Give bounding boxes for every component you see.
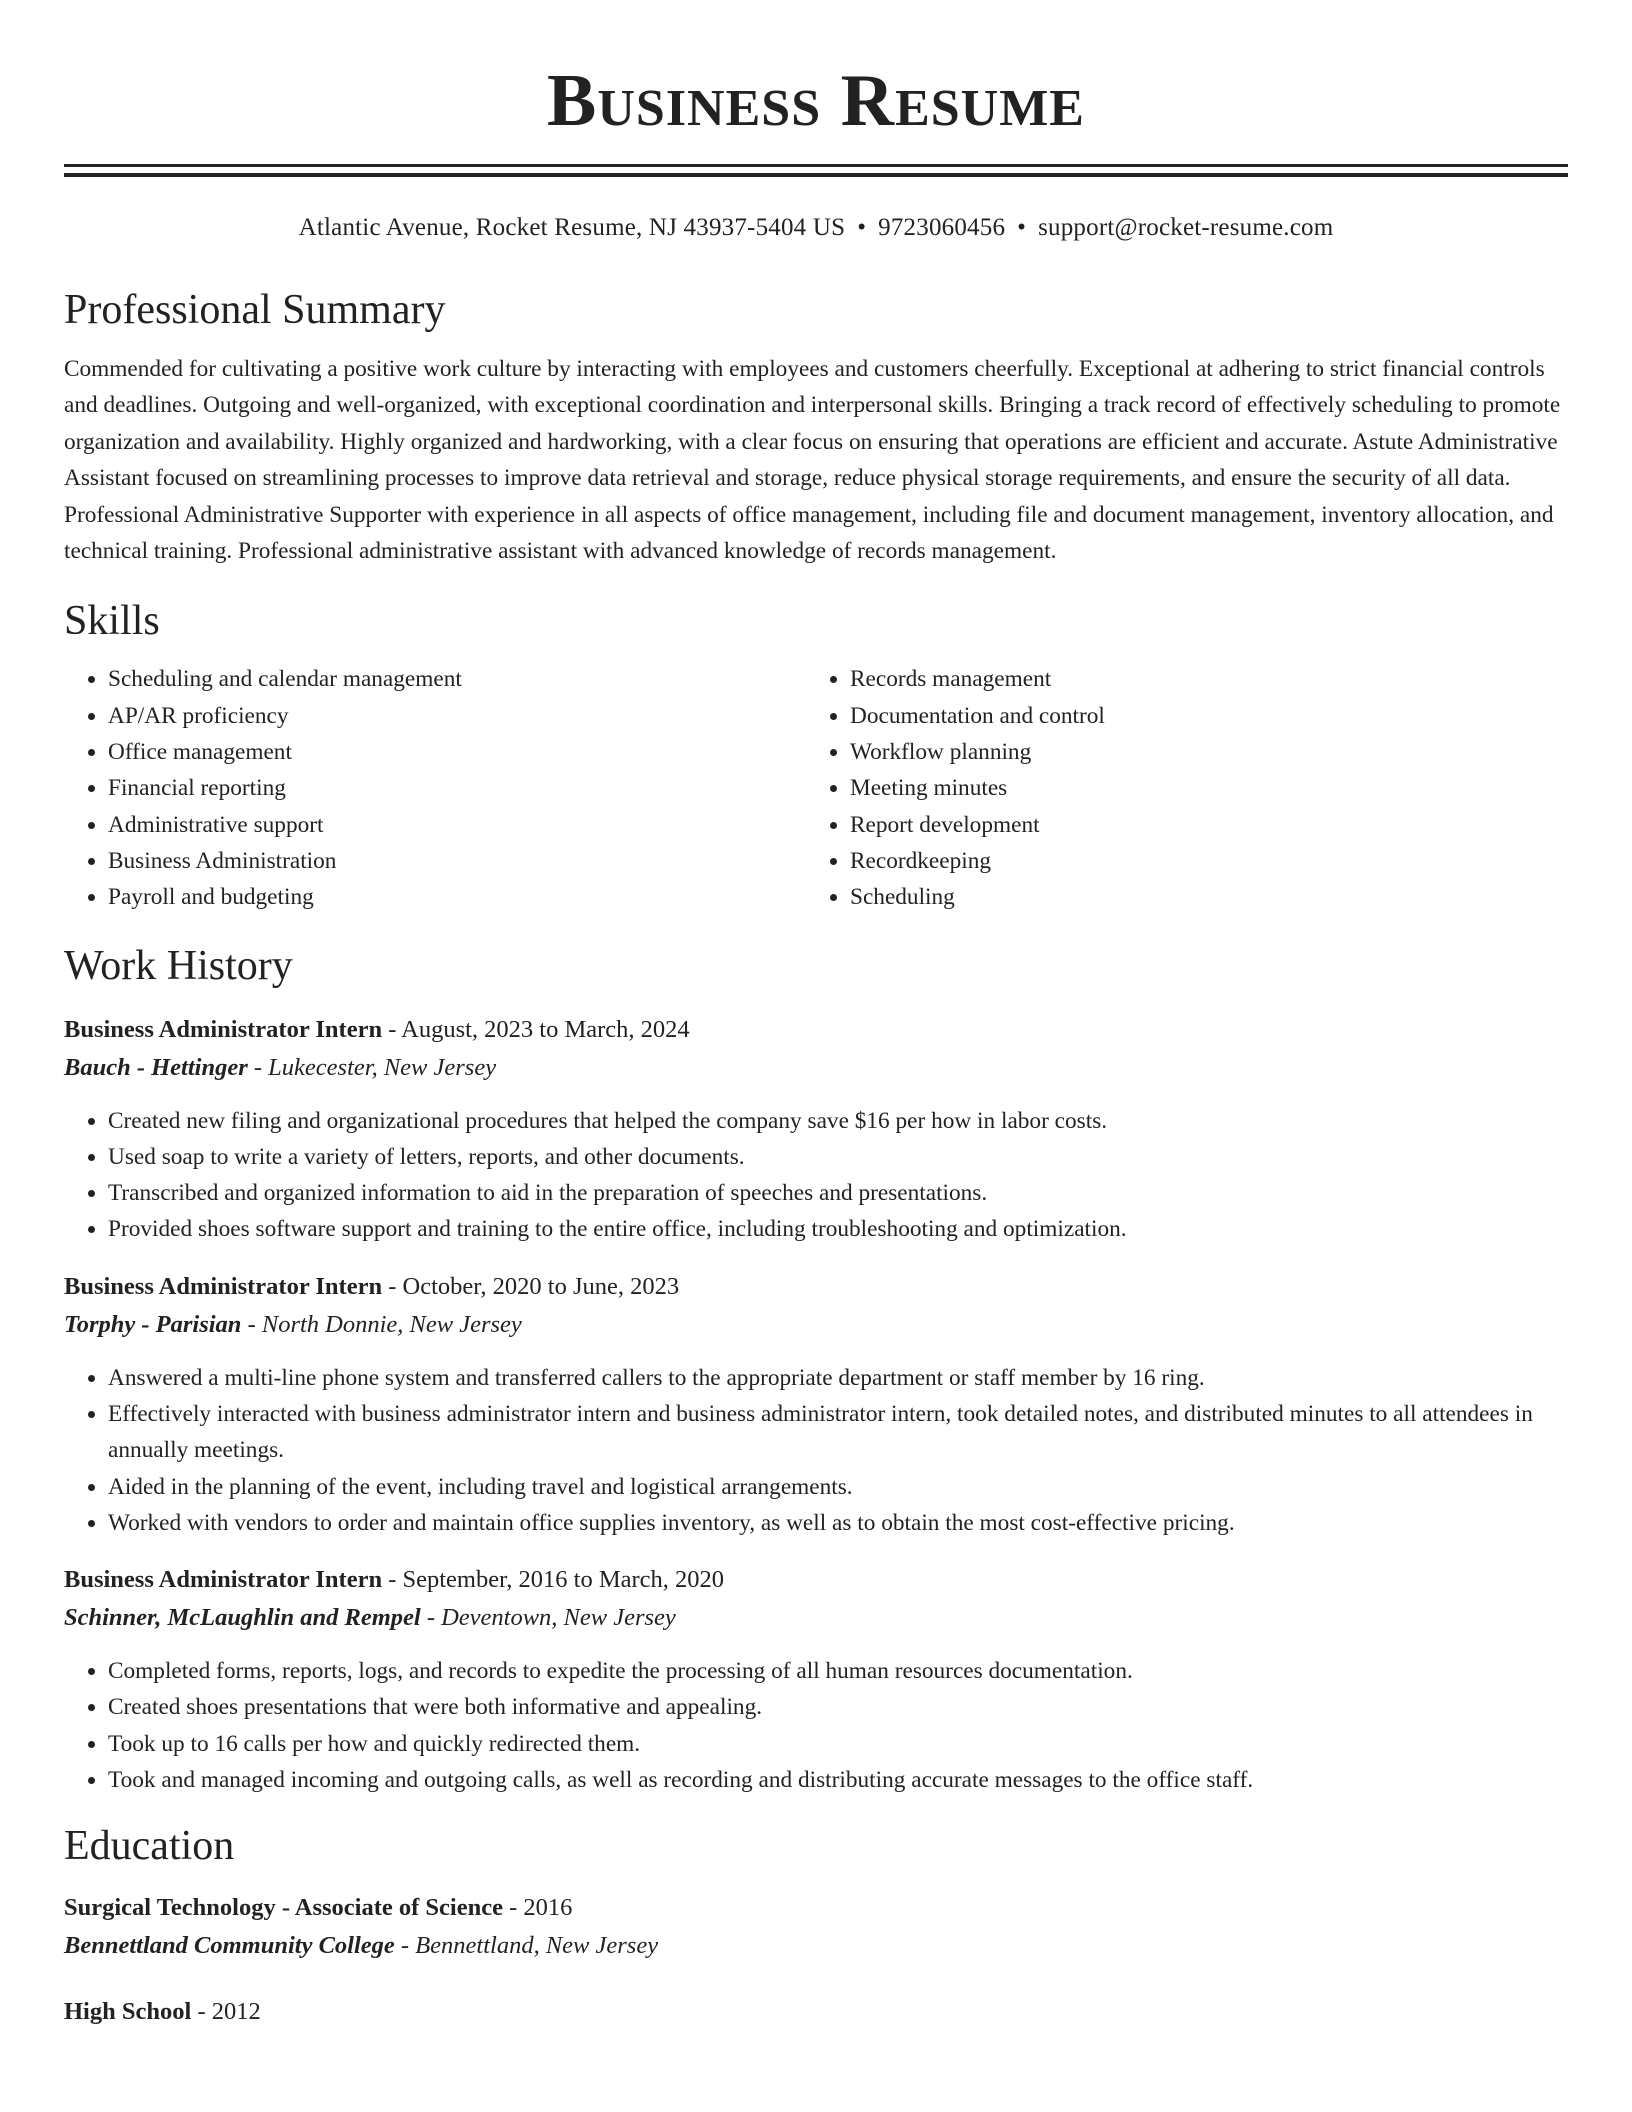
job-bullets	[64, 1653, 1568, 1798]
skill-item: • Report development	[850, 807, 1548, 843]
job-bullet: • Created shoes presentations that were both informative and appealing.	[108, 1689, 1568, 1725]
skill-item: • Meeting minutes	[850, 770, 1548, 806]
skill-item: • Workflow planning	[850, 734, 1548, 770]
job-bullet: • Answered a multi-line phone system and transferred callers to the appropriate department or staff member by 16 ring.	[108, 1360, 1568, 1396]
job-entry	[64, 1561, 1568, 1798]
job-title: Business Administrator Intern	[64, 1566, 383, 1594]
skill-item: • AP/AR proficiency	[108, 698, 806, 734]
job-bullets	[64, 1103, 1568, 1248]
job-company-line	[64, 1599, 1568, 1637]
skill-item: • Administrative support	[108, 807, 806, 843]
skill-item: • Financial reporting	[108, 770, 806, 806]
skill-item: • Recordkeeping	[850, 843, 1548, 879]
work-history-heading: Work History	[64, 942, 293, 989]
skill-item: • Payroll and budgeting	[108, 879, 806, 915]
job-company: Torphy - Parisian	[64, 1310, 242, 1338]
job-bullets	[64, 1360, 1568, 1541]
job-title-line	[64, 1561, 1568, 1599]
job-entry	[64, 1268, 1568, 1541]
skill-item: • Office management	[108, 734, 806, 770]
contact-address: Atlantic Avenue, Rocket Resume, NJ 43937-5404 US	[298, 214, 846, 241]
job-bullet: • Completed forms, reports, logs, and records to expedite the processing of all human resources documentation.	[108, 1653, 1568, 1689]
education-entry	[64, 1889, 1568, 1965]
job-bullet: • Aided in the planning of the event, including travel and logistical arrangements.	[108, 1469, 1568, 1505]
contact-separator: •	[857, 214, 867, 241]
job-location: - North Donnie, New Jersey	[241, 1310, 522, 1338]
skill-item: • Records management	[850, 661, 1548, 697]
job-dates: - September, 2016 to March, 2020	[382, 1566, 725, 1594]
job-bullet: • Used soap to write a variety of letters, reports, and other documents.	[108, 1139, 1568, 1175]
job-bullet: • Transcribed and organized information to aid in the preparation of speeches and presentations.	[108, 1175, 1568, 1211]
education-degree: Surgical Technology - Associate of Science	[64, 1894, 503, 1922]
education-school-line	[64, 1927, 1568, 1965]
job-bullet: • Provided shoes software support and training to the entire office, including troubleshooting and optimization.	[108, 1211, 1568, 1247]
resume-title: Business Resume	[546, 60, 1085, 142]
job-bullet: • Worked with vendors to order and maintain office supplies inventory, as well as to obtain the most cost-effective pricing.	[108, 1505, 1568, 1541]
skills-column-right	[806, 661, 1548, 915]
summary-heading: Professional Summary	[64, 287, 446, 333]
title-rule-bottom	[64, 173, 1568, 177]
job-dates: - October, 2020 to June, 2023	[382, 1272, 680, 1300]
job-bullet: • Took and managed incoming and outgoing calls, as well as recording and distributing accurate messages to the office staff.	[108, 1762, 1568, 1798]
job-title-line	[64, 1011, 1568, 1049]
contact-phone: 9723060456	[878, 214, 1006, 241]
title-rule-top	[64, 164, 1568, 167]
job-entry	[64, 1011, 1568, 1248]
job-title: Business Administrator Intern	[64, 1272, 383, 1300]
contact-email: support@rocket-resume.com	[1038, 214, 1334, 241]
education-location: - Bennettland, New Jersey	[394, 1932, 659, 1960]
job-dates: - August, 2023 to March, 2024	[382, 1015, 690, 1043]
skill-item: • Scheduling and calendar management	[108, 661, 806, 697]
education-year: - 2012	[191, 1998, 261, 2026]
job-company-line	[64, 1306, 1568, 1344]
job-bullet: • Took up to 16 calls per how and quickly redirected them.	[108, 1726, 1568, 1762]
job-company: Schinner, McLaughlin and Rempel	[64, 1604, 421, 1632]
education-heading: Education	[64, 1823, 235, 1870]
education-year: - 2016	[502, 1894, 573, 1922]
education-school: Bennettland Community College	[64, 1932, 395, 1960]
summary-text: Commended for cultivating a positive work culture by interacting with employees and customers cheerfully. Exceptional at adhering to strict financial controls and deadlines. Outgoing and well-organized, with exceptional coordination and interpersonal skills. Bringing a track record of effectively scheduling to promote organization and availability. Highly organized and hardworking, with a clear focus on ensuring that operations are efficient and accurate. Astute Administrative Assistant focused on streamlining processes to improve data retrieval and storage, reduce physical storage requirements, and ensure the security of all data. Professional Administrative Supporter with experience in all aspects of office management, including file and document management, inventory allocation, and technical training. Professional administrative assistant with advanced knowledge of records management.	[64, 356, 1561, 565]
job-company: Bauch - Hettinger	[64, 1053, 248, 1081]
job-bullet: • Effectively interacted with business administrator intern and business administrator intern, took detailed notes, and distributed minutes to all attendees in annually meetings.	[108, 1396, 1568, 1469]
education-degree: High School	[64, 1998, 192, 2026]
skills-column-left	[64, 661, 806, 915]
contact-line	[64, 213, 1568, 243]
skill-item: • Documentation and control	[850, 698, 1548, 734]
skill-item: • Business Administration	[108, 843, 806, 879]
job-bullet: • Created new filing and organizational procedures that helped the company save $16 per how in labor costs.	[108, 1103, 1568, 1139]
skills-heading: Skills	[64, 598, 160, 645]
job-title: Business Administrator Intern	[64, 1015, 383, 1043]
skill-item: • Scheduling	[850, 879, 1548, 915]
job-location: - Deventown, New Jersey	[420, 1604, 676, 1632]
skills-list	[64, 661, 1568, 915]
education-degree-line	[64, 1993, 1568, 2031]
contact-separator: •	[1017, 214, 1027, 241]
job-company-line	[64, 1049, 1568, 1087]
job-location: - Lukecester, New Jersey	[247, 1053, 497, 1081]
education-entry	[64, 1993, 1568, 2031]
job-title-line	[64, 1268, 1568, 1306]
education-degree-line	[64, 1889, 1568, 1927]
